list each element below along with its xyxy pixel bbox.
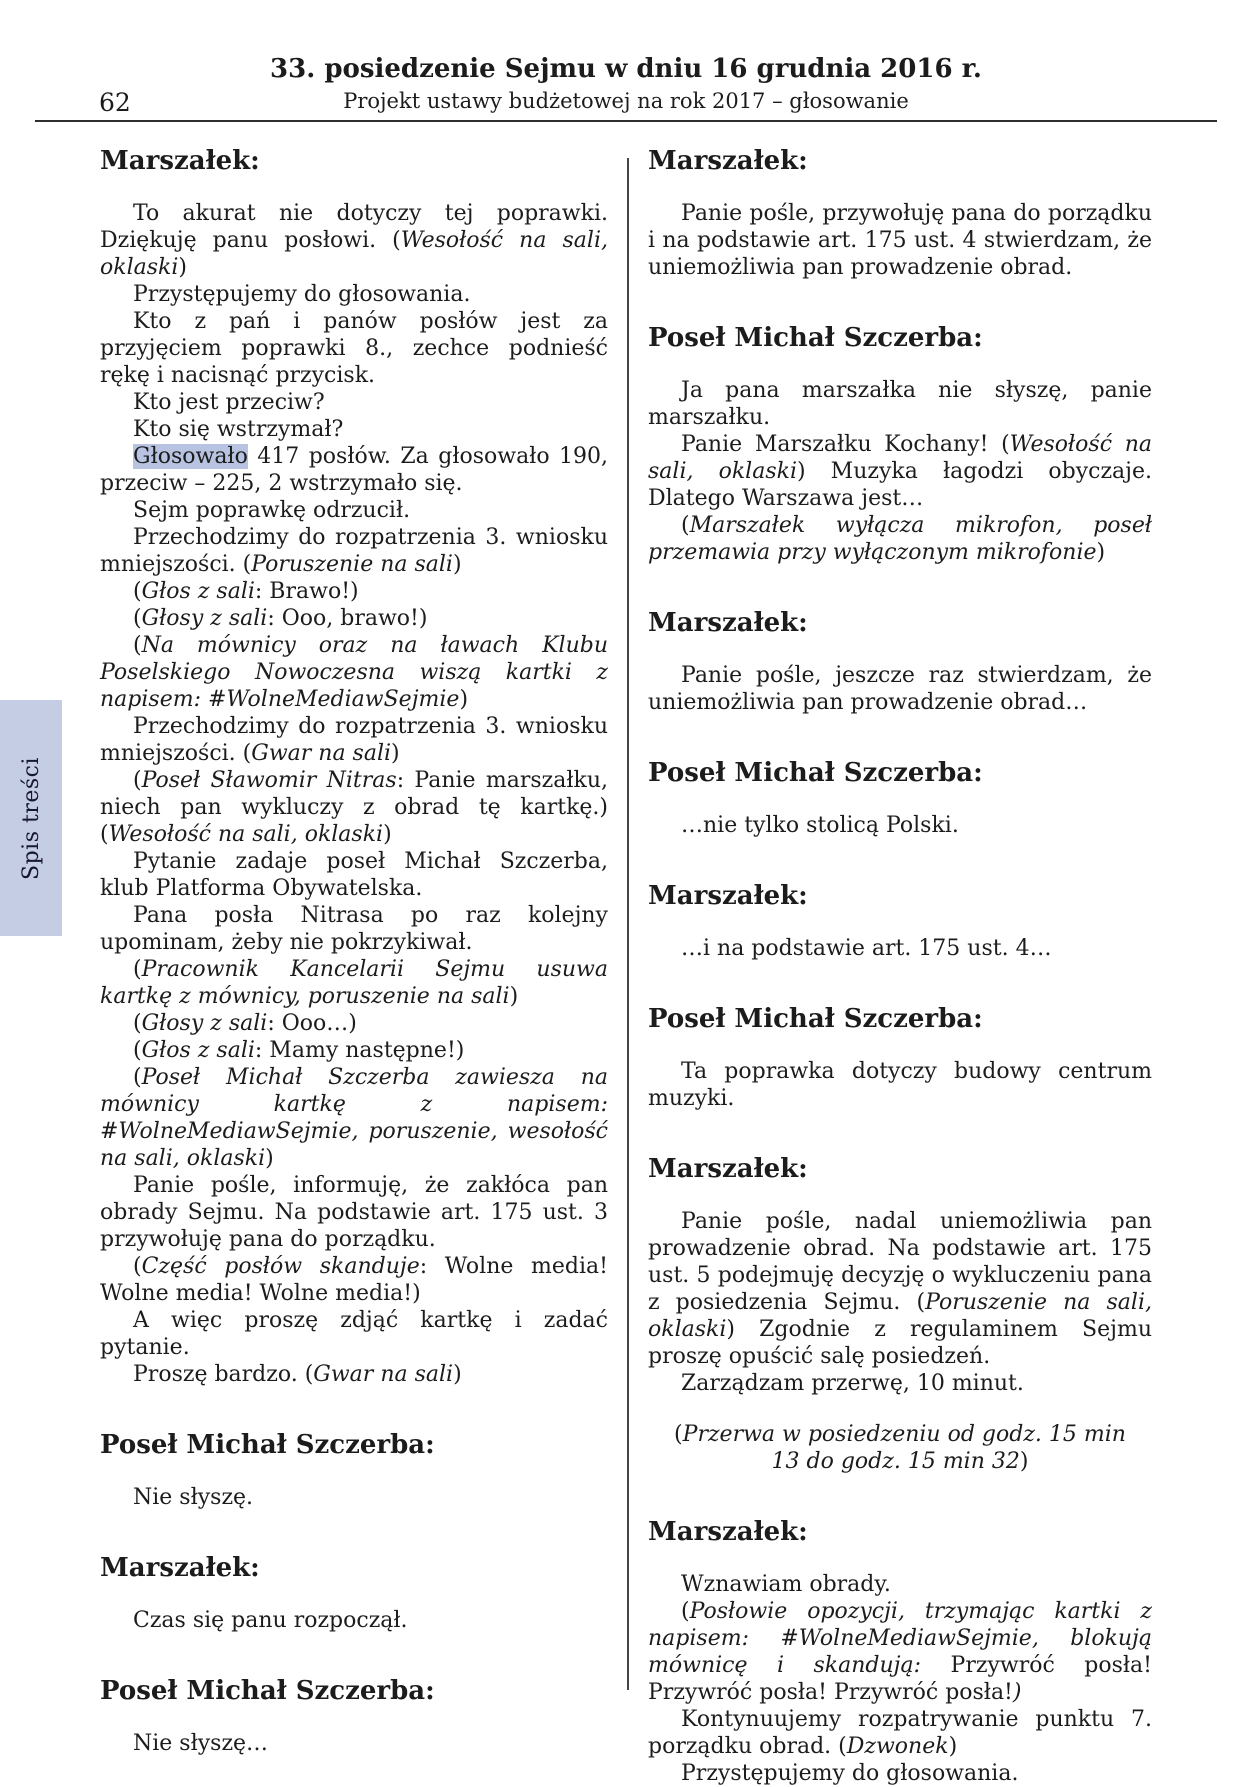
- paragraph: [100, 956, 608, 1010]
- paragraph: [100, 1607, 608, 1634]
- stage-direction-text: Pracownik Kancelarii Sejmu usuwa kartkę z mównicy, poruszenie na sali: [100, 957, 608, 1009]
- body-text: Panie pośle, jeszcze raz stwierdzam, że uniemożliwia pan prowadzenie obrad…: [648, 663, 1152, 715]
- speaker-heading: Poseł Michał Szczerba:: [648, 1004, 983, 1034]
- speaker-heading: Marszałek:: [100, 1553, 260, 1583]
- body-text: (: [674, 1422, 683, 1447]
- page-header: [35, 0, 1217, 117]
- body-text: Proszę bardzo. (: [133, 1362, 314, 1387]
- paragraph: [648, 662, 1152, 716]
- body-text: (: [681, 1599, 690, 1624]
- stage-direction-text: Poseł Sławomir Nitras: [141, 768, 397, 793]
- paragraph: [100, 1253, 608, 1307]
- paragraph: [100, 1307, 608, 1361]
- paragraph: [648, 1706, 1152, 1760]
- body-text: ): [452, 552, 462, 577]
- body-text: (: [133, 1254, 142, 1279]
- body-text: (: [133, 1038, 142, 1063]
- paragraph: [648, 812, 1152, 839]
- paragraph: [648, 1208, 1152, 1370]
- body-text: (: [133, 957, 142, 982]
- paragraph: [100, 1010, 608, 1037]
- paragraph: [100, 848, 608, 902]
- body-text: Kto jest przeciw?: [133, 390, 325, 415]
- paragraph: [100, 767, 608, 848]
- paragraph: [648, 1571, 1152, 1598]
- speaker-heading: Marszałek:: [648, 1154, 808, 1184]
- left-column: [100, 138, 608, 1787]
- body-text: Wznawiam obrady.: [681, 1572, 891, 1597]
- body-text: : Mamy następne!): [254, 1038, 465, 1063]
- body-text: ): [459, 687, 469, 712]
- body-text: (: [133, 579, 142, 604]
- speaker-heading: Poseł Michał Szczerba:: [100, 1676, 435, 1706]
- search-highlight: Głosowało: [133, 444, 248, 469]
- paragraph: [100, 1361, 608, 1388]
- stage-direction-text: Dzwonek: [846, 1734, 949, 1759]
- column-divider: [627, 158, 629, 1690]
- paragraph: [648, 377, 1152, 431]
- body-text: Ta poprawka dotyczy budowy centrum muzyki.: [648, 1059, 1152, 1111]
- paragraph: [100, 1484, 608, 1511]
- paragraph: [648, 935, 1152, 962]
- body-text: Przystępujemy do głosowania.: [133, 282, 471, 307]
- paragraph: [100, 902, 608, 956]
- paragraph: [100, 524, 608, 578]
- paragraph: [100, 713, 608, 767]
- body-text: ): [265, 1146, 274, 1171]
- stage-direction-text: Marszałek wyłącza mikrofon, poseł przemawia przy wyłączonym mikrofonie: [648, 513, 1152, 565]
- body-text: Czas się panu rozpoczął.: [133, 1608, 408, 1633]
- paragraph: [100, 1172, 608, 1253]
- body-text: ): [178, 255, 187, 280]
- stage-direction-text: Głosy z sali: [141, 606, 268, 631]
- paragraph: [100, 416, 608, 443]
- body-text: : Wolne media! Wolne media! Wolne media!): [100, 1254, 608, 1306]
- speaker-heading: Poseł Michał Szczerba:: [648, 758, 983, 788]
- stage-direction-text: Wesołość na sali, oklaski: [108, 822, 384, 847]
- stage-note-centered: [648, 1421, 1152, 1475]
- header-rule: [35, 120, 1217, 122]
- body-text: Nie słyszę.: [133, 1485, 254, 1510]
- stage-direction-text: Część posłów skanduje: [141, 1254, 420, 1279]
- stage-direction-text: Gwar na sali: [251, 741, 392, 766]
- body-text: Sejm poprawkę odrzucił.: [133, 498, 411, 523]
- body-text: Panie pośle, przywołuję pana do porządku i na podstawie art. 175 ust. 4 stwierdzam, że uniemożliwia pan prowadzenie obrad.: [648, 201, 1152, 280]
- body-text: : Ooo…): [267, 1011, 357, 1036]
- paragraph: [100, 389, 608, 416]
- body-text: Panie Marszałku Kochany! (: [681, 432, 1010, 457]
- body-text: Kto się wstrzymał?: [133, 417, 344, 442]
- body-text: (: [133, 768, 142, 793]
- paragraph: [100, 281, 608, 308]
- body-text: ): [383, 822, 392, 847]
- body-text: ) Muzyka łagodzi obyczaje. Dlatego Warszawa jest…: [648, 459, 1152, 511]
- body-text: Pana posła Nitrasa po raz kolejny upominam, żeby nie pokrzykiwał.: [100, 903, 608, 955]
- body-text: : Panie marszałku, niech pan wykluczy z obrad tę kartkę.) (: [100, 768, 608, 847]
- paragraph: [100, 1730, 608, 1757]
- body-text: ): [509, 984, 519, 1009]
- paragraph: [648, 1058, 1152, 1112]
- body-text: Przechodzimy do rozpatrzenia 3. wniosku mniejszości. (: [100, 525, 608, 577]
- body-text: Nie słyszę…: [133, 1731, 269, 1756]
- paragraph: [100, 632, 608, 713]
- body-text: 417 posłów. Za głosowało 190, przeciw – 225, 2 wstrzymało się.: [100, 444, 608, 496]
- body-text: (: [133, 1065, 142, 1090]
- page-number: 62: [99, 88, 131, 117]
- body-text: A więc proszę zdjąć kartkę i zadać pytanie.: [100, 1308, 608, 1360]
- paragraph: [648, 200, 1152, 281]
- paragraph: [100, 308, 608, 389]
- body-text: (: [681, 513, 690, 538]
- body-text: : Brawo!): [254, 579, 359, 604]
- paragraph: [100, 578, 608, 605]
- session-title: 33. posiedzenie Sejmu w dniu 16 grudnia 2016 r.: [270, 54, 982, 84]
- paragraph: [648, 1760, 1152, 1787]
- stage-direction-text: Głosy z sali: [141, 1011, 268, 1036]
- paragraph: [100, 1064, 608, 1172]
- body-text: Kto z pań i panów posłów jest za przyjęciem poprawki 8., zechce podnieść rękę i nacisnąć przycisk.: [100, 309, 608, 388]
- stage-direction-text: ): [1012, 1680, 1022, 1705]
- speaker-heading: Marszałek:: [648, 608, 808, 638]
- body-text: ): [453, 1362, 462, 1387]
- body-text: Panie pośle, nadal uniemożliwia pan prowadzenie obrad. Na podstawie art. 175 ust. 5 podejmuję decyzję o wykluczeniu pana z posiedzenia Sejmu. (: [648, 1209, 1152, 1315]
- stage-direction-text: Gwar na sali: [313, 1362, 454, 1387]
- speaker-heading: Marszałek:: [648, 881, 808, 911]
- paragraph: [100, 497, 608, 524]
- body-text: …i na podstawie art. 175 ust. 4…: [681, 936, 1052, 961]
- body-text: ): [1096, 540, 1106, 565]
- body-text: Ja pana marszałka nie słyszę, panie marszałku.: [648, 378, 1152, 430]
- speaker-heading: Marszałek:: [100, 146, 260, 176]
- body-text: ) Zgodnie z regulaminem Sejmu proszę opuścić salę posiedzeń.: [648, 1317, 1152, 1369]
- stage-direction-text: Poseł Michał Szczerba zawiesza na mównicy kartkę z napisem: #WolneMediawSejmie, poruszenie, wesołość na sali, oklaski: [100, 1065, 608, 1171]
- stage-direction-text: Posłowie opozycji, trzymając kartki z napisem: #WolneMediawSejmie, blokują mównicę i skandują:: [648, 1599, 1152, 1678]
- body-text: Przystępujemy do głosowania.: [681, 1761, 1019, 1786]
- speaker-heading: Poseł Michał Szczerba:: [648, 323, 983, 353]
- body-text: Przywróć posła! Przywróć posła! Przywróć posła!: [648, 1653, 1152, 1705]
- paragraph: [100, 1037, 608, 1064]
- body-text: ): [948, 1734, 958, 1759]
- stage-direction-text: Głos z sali: [141, 1038, 255, 1063]
- stage-direction-text: Wesołość na sali, oklaski: [648, 432, 1152, 484]
- speaker-heading: Marszałek:: [648, 146, 808, 176]
- body-text: : Ooo, brawo!): [267, 606, 428, 631]
- stage-direction-text: Głos z sali: [141, 579, 255, 604]
- stage-direction-text: Wesołość na sali, oklaski: [100, 228, 608, 280]
- paragraph: [648, 1370, 1152, 1397]
- body-text: Pytanie zadaje poseł Michał Szczerba, klub Platforma Obywatelska.: [100, 849, 608, 901]
- session-subtitle: Projekt ustawy budżetowej na rok 2017 – głosowanie: [343, 89, 909, 113]
- stage-direction-text: Na mównicy oraz na ławach Klubu Poselskiego Nowoczesna wiszą kartki z napisem: #WolneMediawSejmie: [100, 633, 608, 712]
- paragraph: [100, 605, 608, 632]
- speaker-heading: Marszałek:: [648, 1517, 808, 1547]
- body-text: Przechodzimy do rozpatrzenia 3. wniosku mniejszości. (: [100, 714, 608, 766]
- paragraph: [100, 200, 608, 281]
- stage-direction-text: Przerwa w posiedzeniu od godz. 15 min 13 do godz. 15 min 32: [682, 1422, 1126, 1474]
- body-text: To akurat nie dotyczy tej poprawki. Dziękuję panu posłowi. (: [100, 201, 608, 253]
- right-column: [648, 138, 1152, 1787]
- paragraph: [648, 1598, 1152, 1706]
- paragraph: [648, 431, 1152, 512]
- body-text: Zarządzam przerwę, 10 minut.: [681, 1371, 1024, 1396]
- table-of-contents-tab[interactable]: [0, 700, 62, 936]
- body-text: ): [1019, 1449, 1029, 1474]
- paragraph: [100, 443, 608, 497]
- body-text: ): [391, 741, 400, 766]
- body-text: (: [133, 1011, 142, 1036]
- stage-direction-text: Poruszenie na sali, oklaski: [648, 1290, 1152, 1342]
- speaker-heading: Poseł Michał Szczerba:: [100, 1430, 435, 1460]
- table-of-contents-label: Spis treści: [18, 756, 44, 880]
- body-text: …nie tylko stolicą Polski.: [681, 813, 959, 838]
- stage-direction-text: Poruszenie na sali: [251, 552, 453, 577]
- body-text: Panie pośle, informuję, że zakłóca pan obrady Sejmu. Na podstawie art. 175 ust. 3 przywołuję pana do porządku.: [100, 1173, 608, 1252]
- body-text: (: [133, 633, 142, 658]
- body-text: (: [133, 606, 142, 631]
- paragraph: [648, 512, 1152, 566]
- transcript-body: [100, 138, 1152, 1787]
- body-text: Kontynuujemy rozpatrywanie punktu 7. porządku obrad. (: [648, 1707, 1152, 1759]
